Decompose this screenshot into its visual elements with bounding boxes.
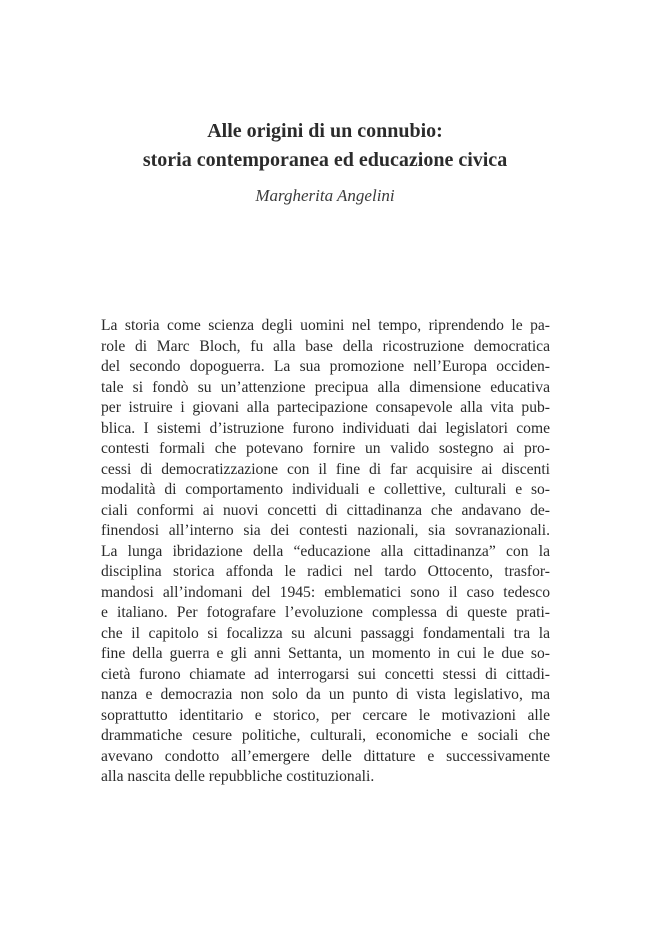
abstract-line: finendosi all’interno sia dei contesti nazionali, sia sovranazionali.: [101, 522, 550, 539]
abstract-line: alla nascita delle repubbliche costituzionali.: [101, 768, 375, 785]
page-title: [0, 117, 650, 175]
abstract-line: fine della guerra e gli anni Settanta, un momento in cui le due so-: [101, 645, 550, 662]
abstract-line: blica. I sistemi d’istruzione furono individuati dai legislatori come: [101, 419, 550, 437]
abstract-line: La storia come scienza degli uomini nel tempo, riprendendo le pa-: [101, 317, 550, 334]
title-line-2: storia contemporanea ed educazione civica: [142, 149, 508, 171]
abstract-line: disciplina storica affonda le radici nel tardo Ottocento, trasfor-: [101, 563, 550, 580]
abstract-line: tale si fondò su un’attenzione precipua alla dimensione educativa: [101, 378, 550, 396]
abstract-line: cietà furono chiamate ad interrogarsi sui concetti stessi di cittadi-: [101, 665, 550, 683]
abstract-line: mandosi all’indomani del 1945: emblematici sono il caso tedesco: [101, 583, 550, 601]
title-line-1: Alle origini di un connubio:: [207, 120, 443, 142]
abstract-line: avevano condotto all’emergere delle dittature e successivamente: [101, 747, 550, 765]
abstract-line: del secondo dopoguerra. La sua promozione nell’Europa occiden-: [101, 358, 550, 375]
abstract-line: drammatiche cesure politiche, culturali, economiche e sociali che: [101, 727, 550, 744]
abstract-line: La lunga ibridazione della “educazione alla cittadinanza” con la: [101, 542, 550, 560]
abstract-line: ciali conformi ai nuovi concetti di cittadinanza che andavano de-: [101, 501, 550, 519]
abstract-paragraph: [101, 316, 550, 788]
abstract-line: role di Marc Bloch, fu alla base della ricostruzione democratica: [101, 337, 550, 355]
abstract-line: cessi di democratizzazione con il fine di far acquisire ai discenti: [101, 460, 550, 478]
abstract-line: modalità di comportamento individuali e collettive, culturali e so-: [101, 481, 550, 498]
abstract-line: per istruire i giovani alla partecipazione consapevole alla vita pub-: [101, 399, 550, 416]
abstract-line: e italiano. Per fotografare l’evoluzione complessa di queste prati-: [101, 604, 550, 621]
abstract-line: che il capitolo si focalizza su alcuni passaggi fondamentali tra la: [101, 624, 550, 642]
author-name: Margherita Angelini: [255, 186, 395, 205]
abstract-line: contesti formali che potevano fornire un valido sostegno ai pro-: [101, 440, 550, 457]
abstract-line: soprattutto identitario e storico, per cercare le motivazioni alle: [101, 706, 550, 724]
abstract-line: nanza e democrazia non solo da un punto di vista legislativo, ma: [101, 686, 550, 703]
